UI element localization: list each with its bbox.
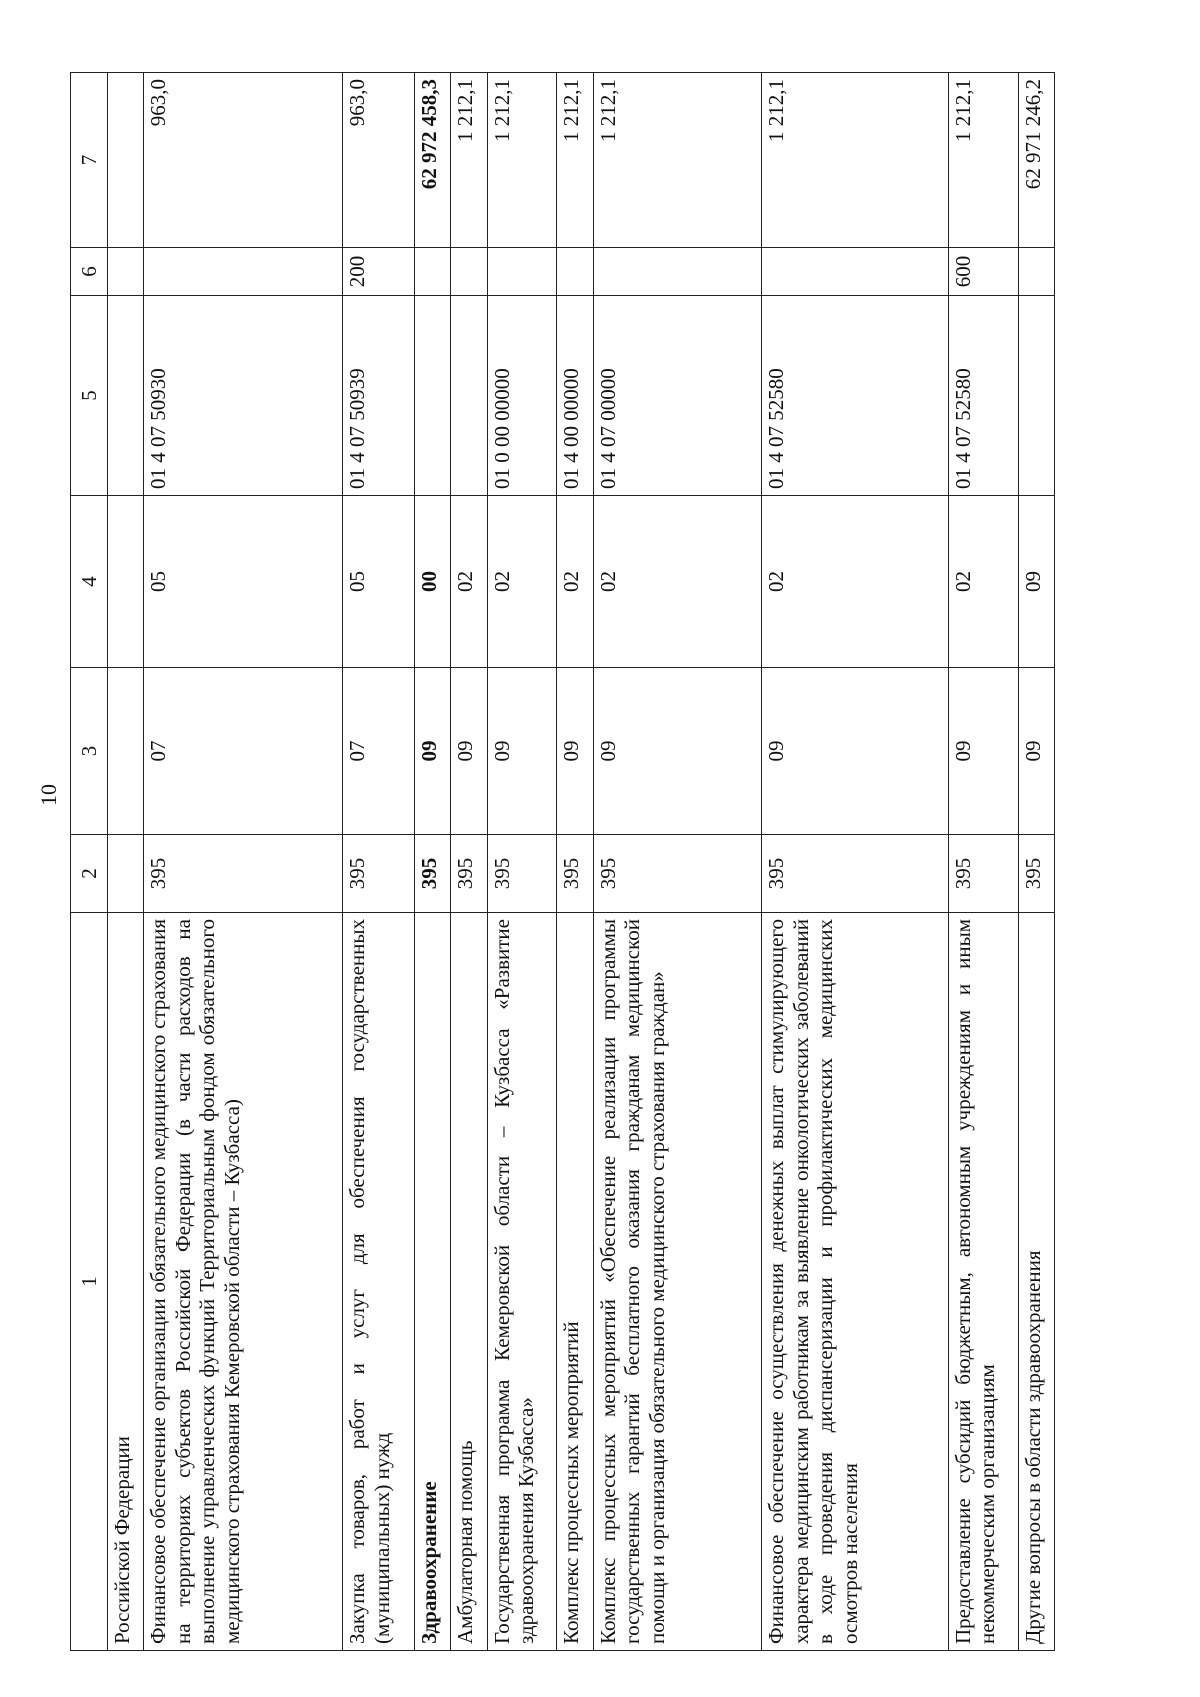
row-ministry-code	[108, 835, 144, 913]
row-target-code	[415, 296, 451, 496]
header-col-2: 2	[71, 835, 108, 913]
row-subsection-code: 02	[593, 496, 762, 668]
page-number: 10	[36, 784, 61, 806]
row-section-code: 07	[144, 668, 343, 835]
row-ministry-code: 395	[342, 835, 414, 913]
table-row	[108, 73, 144, 1651]
header-col-3: 3	[71, 668, 108, 835]
row-name: Другие вопросы в области здравоохранения	[1018, 913, 1054, 1651]
row-expense-type	[451, 248, 487, 296]
row-subsection-code: 02	[557, 496, 593, 668]
table-row	[487, 73, 557, 1651]
header-col-7: 7	[71, 73, 108, 248]
row-section-code: 09	[593, 668, 762, 835]
row-ministry-code: 395	[415, 835, 451, 913]
header-col-6: 6	[71, 248, 108, 296]
row-section-code: 09	[1018, 668, 1054, 835]
table-row	[451, 73, 487, 1651]
row-amount: 62 971 246,2	[1018, 73, 1054, 248]
row-name: Здравоохранение	[415, 913, 451, 1651]
row-subsection-code: 02	[948, 496, 1018, 668]
header-row	[71, 73, 108, 1651]
row-section-code: 07	[342, 668, 414, 835]
row-ministry-code: 395	[487, 835, 557, 913]
row-target-code	[1018, 296, 1054, 496]
row-name: Российской Федерации	[108, 913, 144, 1651]
row-subsection-code: 02	[487, 496, 557, 668]
row-expense-type	[415, 248, 451, 296]
row-ministry-code: 395	[593, 835, 762, 913]
row-subsection-code: 05	[144, 496, 343, 668]
row-amount: 62 972 458,3	[415, 73, 451, 248]
row-target-code: 01 4 07 52580	[762, 296, 949, 496]
row-ministry-code: 395	[144, 835, 343, 913]
row-section-code: 09	[557, 668, 593, 835]
row-target-code	[451, 296, 487, 496]
row-name: Государственная программа Кемеровской области – Кузбасса «Развитие здравоохранения Кузбасса»	[487, 913, 557, 1651]
row-target-code: 01 4 00 00000	[557, 296, 593, 496]
row-section-code	[108, 668, 144, 835]
row-expense-type	[144, 248, 343, 296]
row-amount: 1 212,1	[557, 73, 593, 248]
row-subsection-code: 02	[451, 496, 487, 668]
row-expense-type	[1018, 248, 1054, 296]
row-name: Предоставление субсидий бюджетным, автономным учреждениям и иным некоммерческим организациям	[948, 913, 1018, 1651]
row-ministry-code: 395	[762, 835, 949, 913]
row-expense-type	[557, 248, 593, 296]
row-subsection-code: 09	[1018, 496, 1054, 668]
row-target-code: 01 4 07 50930	[144, 296, 343, 496]
row-target-code	[108, 296, 144, 496]
row-expense-type	[487, 248, 557, 296]
row-section-code: 09	[415, 668, 451, 835]
row-subsection-code	[108, 496, 144, 668]
rotated-page-content	[70, 73, 1055, 1651]
header-col-4: 4	[71, 496, 108, 668]
table-row	[1018, 73, 1054, 1651]
table-row	[593, 73, 762, 1651]
table-row	[342, 73, 414, 1651]
header-col-5: 5	[71, 296, 108, 496]
row-amount	[108, 73, 144, 248]
row-subsection-code: 02	[762, 496, 949, 668]
row-amount: 963,0	[144, 73, 343, 248]
row-expense-type	[108, 248, 144, 296]
table-row	[415, 73, 451, 1651]
row-expense-type	[762, 248, 949, 296]
row-amount: 1 212,1	[948, 73, 1018, 248]
row-name: Комплекс процессных мероприятий «Обеспечение реализации программы государственных гарантий бесплатного оказания гражданам медицинской помощи и организация обязательного медицинского страхования граждан»	[593, 913, 762, 1651]
row-ministry-code: 395	[1018, 835, 1054, 913]
row-section-code: 09	[451, 668, 487, 835]
row-section-code: 09	[487, 668, 557, 835]
row-ministry-code: 395	[557, 835, 593, 913]
row-target-code: 01 4 07 00000	[593, 296, 762, 496]
row-expense-type: 600	[948, 248, 1018, 296]
row-expense-type: 200	[342, 248, 414, 296]
row-name: Амбулаторная помощь	[451, 913, 487, 1651]
row-amount: 1 212,1	[762, 73, 949, 248]
row-target-code: 01 4 07 52580	[948, 296, 1018, 496]
row-section-code: 09	[762, 668, 949, 835]
table-row	[144, 73, 343, 1651]
row-ministry-code: 395	[451, 835, 487, 913]
row-amount: 1 212,1	[487, 73, 557, 248]
row-name: Финансовое обеспечение осуществления денежных выплат стимулирующего характера медицинским работникам за выявление онкологических заболеваний в ходе проведения диспансеризации и профилактических медицинских осмотров населения	[762, 913, 949, 1651]
table-row	[762, 73, 949, 1651]
row-amount: 1 212,1	[593, 73, 762, 248]
row-name: Финансовое обеспечение организации обязательного медицинского страхования на территориях субъектов Российской Федерации (в части расходов на выполнение управленческих функций Территориальным фондом обязательного медицинского страхования Кемеровской области – Кузбасса)	[144, 913, 343, 1651]
table-row	[557, 73, 593, 1651]
table-row	[948, 73, 1018, 1651]
row-target-code: 01 4 07 50939	[342, 296, 414, 496]
row-subsection-code: 05	[342, 496, 414, 668]
row-amount: 963,0	[342, 73, 414, 248]
budget-table	[70, 72, 1055, 1651]
row-subsection-code: 00	[415, 496, 451, 668]
row-expense-type	[593, 248, 762, 296]
row-ministry-code: 395	[948, 835, 1018, 913]
row-amount: 1 212,1	[451, 73, 487, 248]
row-target-code: 01 0 00 00000	[487, 296, 557, 496]
row-name: Комплекс процессных мероприятий	[557, 913, 593, 1651]
row-name: Закупка товаров, работ и услуг для обеспечения государственных (муниципальных) нужд	[342, 913, 414, 1651]
row-section-code: 09	[948, 668, 1018, 835]
header-col-1: 1	[71, 913, 108, 1651]
